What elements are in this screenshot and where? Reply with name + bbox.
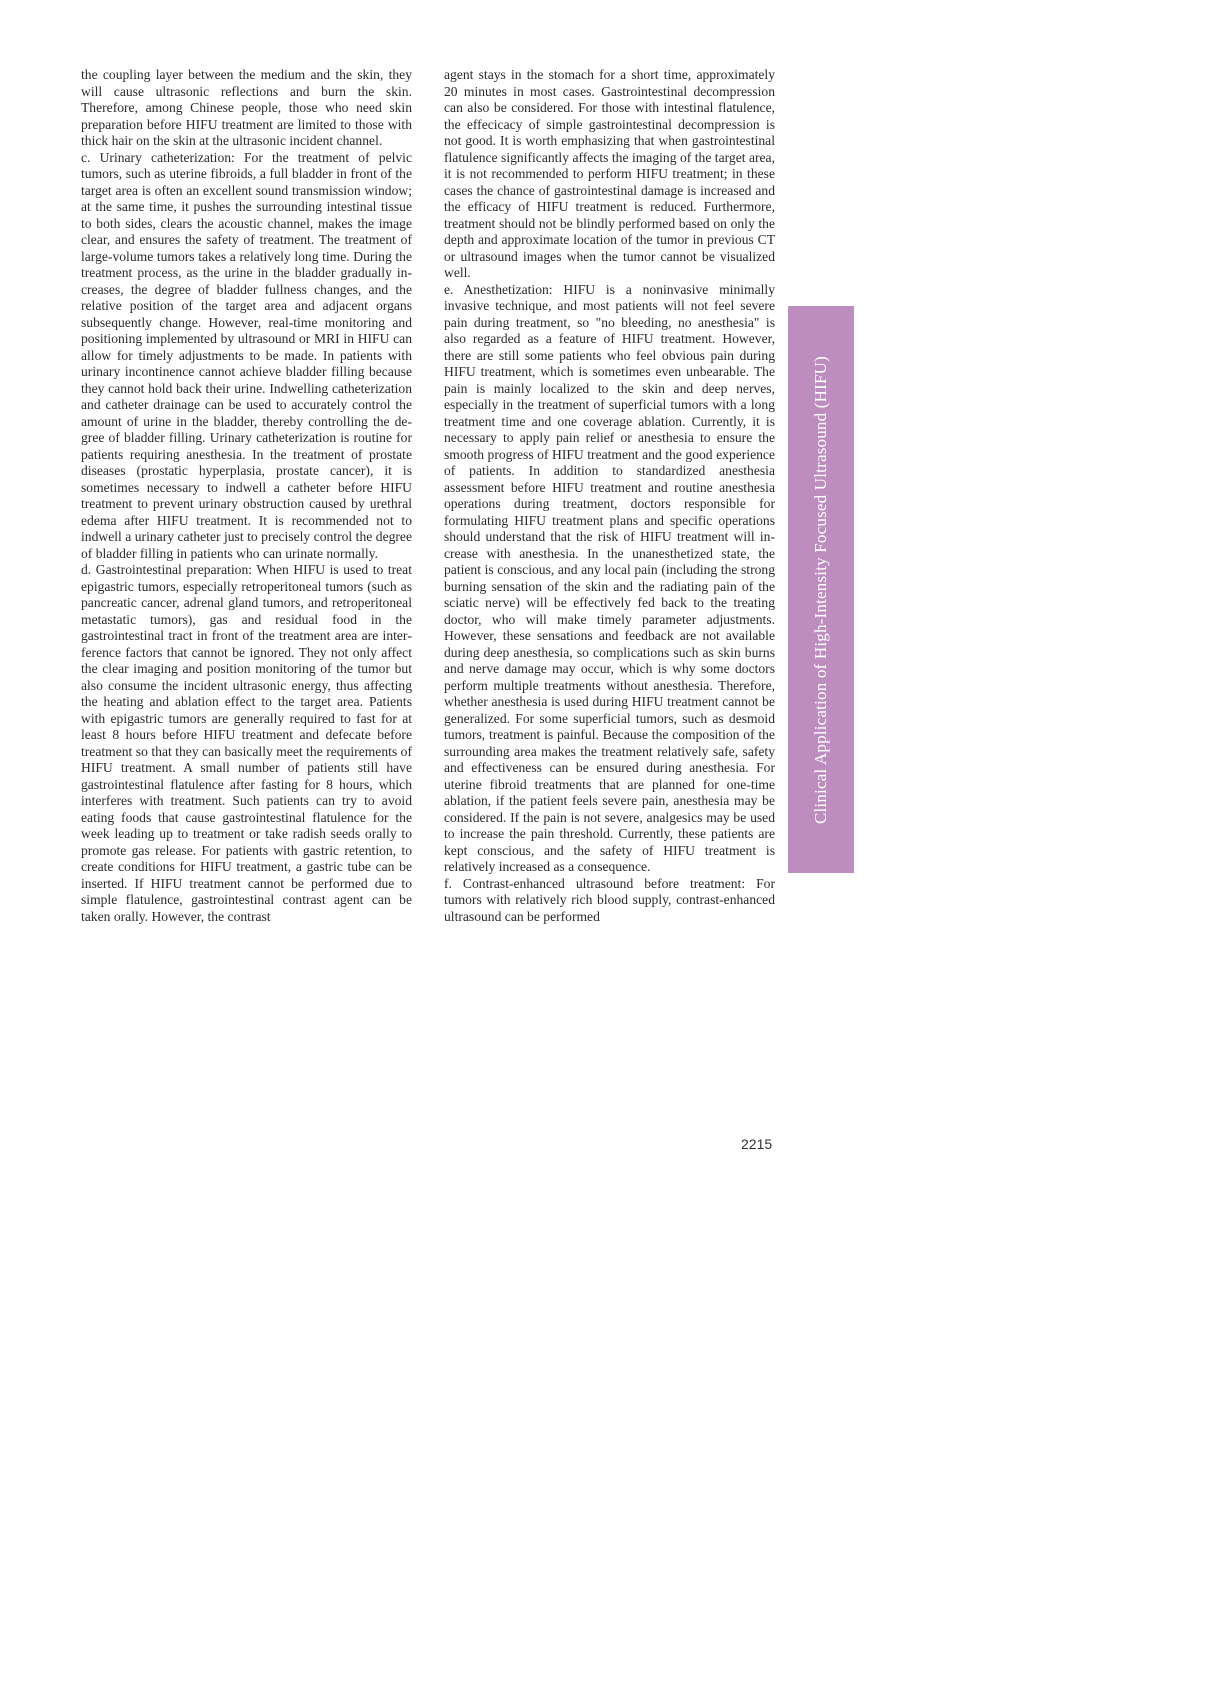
paragraph-contrast-agent-continued: agent stays in the stomach for a short time, approximately 20 minutes in most cases. Gastrointestinal decompression can also be considered. For those with intestinal flatulence, the effecicacy of simple gastrointestinal decompression is not good. It is worth emphasizing that when gastrointestinal flatulence significantly affects the imaging of the target area, it is not recommended to perform HIFU treatment; in these cases the chance of gastrointestinal damage is increased and the efficacy of HIFU treatment is reduced. Furthermore, treatment should not be blindly performed based on only the depth and approximate location of the tumor in previous CT or ultrasound images when the tumor cannot be visualized well. (444, 67, 775, 280)
paragraph-contrast-enhanced-ultrasound: f. Contrast-enhanced ultrasound before treatment: For tumors with relatively rich blood supply, contrast-enhanced ultrasound can be performed (444, 875, 775, 924)
left-text-column (81, 67, 412, 925)
chapter-side-tab (788, 306, 854, 873)
paragraph-anesthetization: e. Anesthetization: HIFU is a noninvasive minimally invasive technique, and most patients will not feel severe pain during treatment, so "no bleeding, no anesthesia" is also regarded as a feature of HIFU treatment. However, there are still some patients who feel obvious pain during HIFU treatment, which is sometimes even unbearable. The pain is mainly localized to the skin and deep nerves, especially in the treatment of superficial tumors with a long treatment time and one coverage ablation. Currently, it is necessary to apply pain relief or anesthesia to ensure the smooth progress of HIFU treatment and the good experience of patients. In addition to standardized anesthesia assessment before HIFU treatment and routine anesthesia operations during treatment, doctors responsible for formulating HIFU treatment plans and specific operations should understand that the risk of HIFU treatment will increase with anesthesia. In the unanesthetized state, the patient is conscious, and any local pain (including the strong burning sensation of the skin and the radiating pain of the sciatic nerve) will be effectively fed back to the treating doctor, who will make timely parameter adjustments. However, these sensations and feedback are not available during deep anesthesia, so complications such as skin burns and nerve damage may occur, which is why some doctors perform multiple treatments without anesthesia. Therefore, whether anesthesia is used during HIFU treatment cannot be generalized. For some superficial tumors, such as desmoid tumors, treatment is painful. Because the composition of the surrounding area makes the treatment relatively safe, safety and effectiveness can be ensured during anesthesia. For uterine fibroid treatments that are planned for one-time ablation, if the patient feels severe pain, anesthesia may be considered. If the pain is not severe, analgesics may be used to increase the pain threshold. Currently, these patients are kept conscious, and the safety of HIFU treatment is relatively increased as a consequence. (444, 281, 775, 874)
right-text-column (444, 67, 775, 925)
paragraph-gastrointestinal-preparation: d. Gastrointestinal preparation: When HIFU is used to treat epigastric tumors, especially retroperitoneal tumors (such as pancreatic cancer, adrenal gland tumors, and retroperitoneal metastatic tumors), gas and residual food in the gastrointestinal tract in front of the treatment area are interference factors that cannot be ignored. They not only affect the clear imaging and position monitoring of the tumor but also consume the incident ultrasonic energy, thus affecting the heating and ablation effect to the target area. Patients with epigastric tumors are generally required to fast for at least 8 hours before HIFU treatment and defecate before treatment so that they can basically meet the requirements of HIFU treatment. A small number of patients still have gastrointestinal flatulence after fasting for 8 hours, which interferes with treatment. Such patients can try to avoid eating foods that cause gastrointestinal flatulence for the week leading up to treatment or take radish seeds orally to promote gas release. For patients with gastric retention, to create conditions for HIFU treatment, a gastric tube can be inserted. If HIFU treatment cannot be performed due to simple flatulence, gastrointestinal contrast agent can be taken orally. However, the contrast (81, 562, 412, 924)
chapter-title: Clinical Application of High-Intensity Focused Ultrasound (HIFU) (811, 355, 830, 824)
paragraph-urinary-catheterization: c. Urinary catheterization: For the treatment of pelvic tumors, such as uterine fibroids, a full bladder in front of the target area is often an excellent sound transmission window; at the same time, it pushes the surrounding intestinal tissue to both sides, clears the acoustic channel, makes the image clear, and ensures the safety of treatment. The treatment of large-volume tumors takes a relatively long time. During the treatment process, as the urine in the bladder gradually increases, the degree of bladder fullness changes, and the relative position of the target area and adjacent organs subsequently change. However, real-time monitoring and positioning implemented by ultrasound or MRI in HIFU can allow for timely adjustments to be made. In patients with urinary incontinence cannot achieve bladder filling because they cannot hold back their urine. Indwelling catheterization and catheter drainage can be used to accurately control the amount of urine in the bladder, thereby controlling the degree of bladder filling. Urinary catheterization is routine for patients requiring anesthesia. In the treatment of prostate diseases (prostatic hyperplasia, prostate cancer), it is sometimes necessary to indwell a catheter before HIFU treatment to prevent urinary obstruction caused by urethral edema after HIFU treatment. It is recommended not to indwell a urinary catheter just to precisely control the degree of bladder filling in patients who can urinate normally. (81, 149, 412, 561)
paragraph-skin-preparation: the coupling layer between the medium and the skin, they will cause ultrasonic reflections and burn the skin. Therefore, among Chinese people, those who need skin preparation before HIFU treatment are limited to those with thick hair on the skin at the ultrasonic incident channel. (81, 67, 412, 148)
page-number: 2215 (741, 1136, 773, 1152)
